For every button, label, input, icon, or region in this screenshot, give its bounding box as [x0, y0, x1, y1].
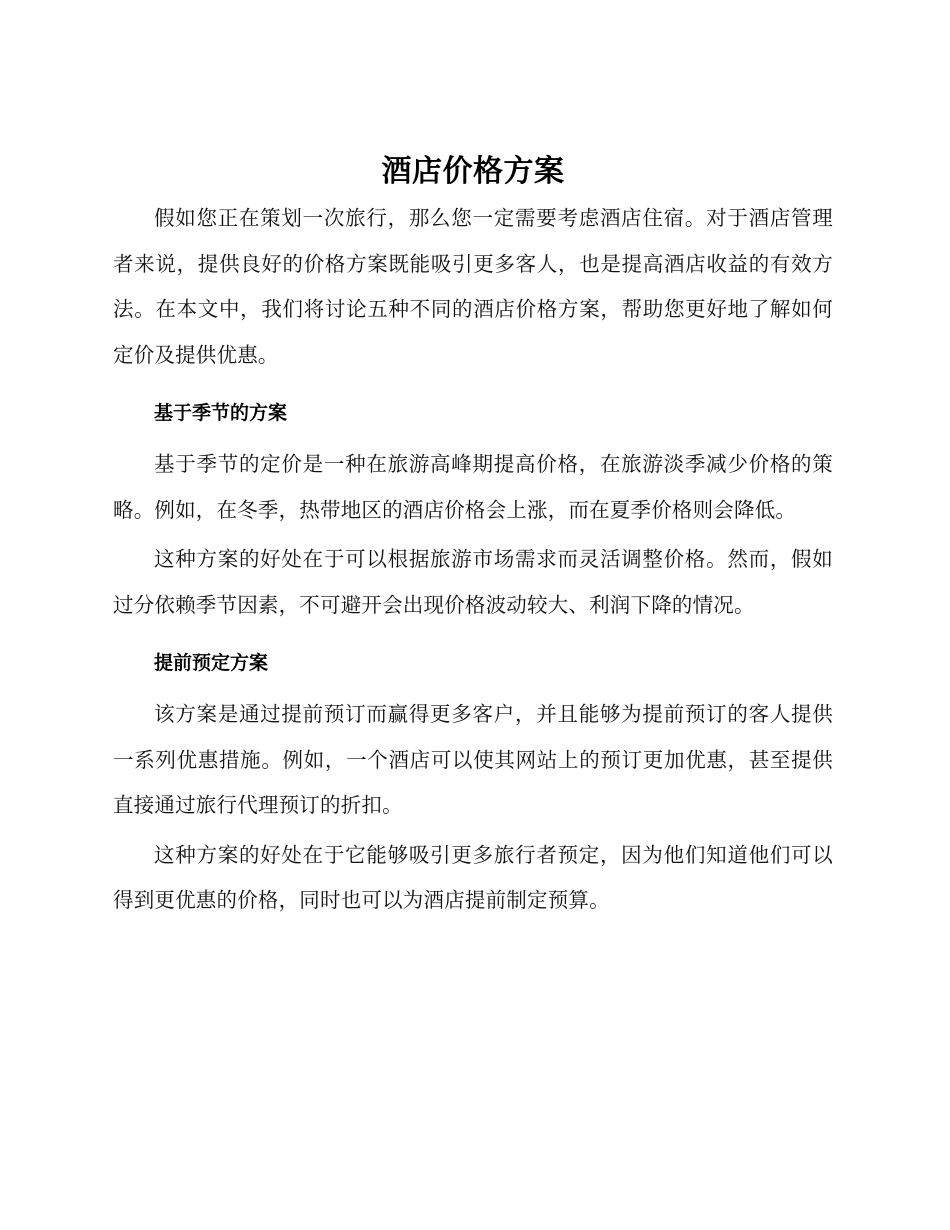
section-paragraph: 该方案是通过提前预订而赢得更多客户，并且能够为提前预订的客人提供一系列优惠措施。例如，一个酒店可以使其网站上的预订更加优惠，甚至提供直接通过旅行代理预订的折扣。 [113, 702, 833, 817]
document-page [113, 150, 833, 924]
intro-paragraph: 假如您正在策划一次旅行，那么您一定需要考虑酒店住宿。对于酒店管理者来说，提供良好的价格方案既能吸引更多客人，也是提高酒店收益的有效方法。在本文中，我们将讨论五种不同的酒店价格方案，帮助您更好地了解如何定价及提供优惠。 [113, 206, 833, 367]
section-paragraph: 基于季节的定价是一种在旅游高峰期提高价格，在旅游淡季减少价格的策略。例如，在冬季，热带地区的酒店价格会上涨，而在夏季价格则会降低。 [113, 452, 833, 522]
section-heading-seasonal: 基于季节的方案 [154, 402, 288, 424]
section-paragraph: 这种方案的好处在于它能够吸引更多旅行者预定，因为他们知道他们可以得到更优惠的价格，同时也可以为酒店提前制定预算。 [113, 842, 833, 912]
section-paragraph: 这种方案的好处在于可以根据旅游市场需求而灵活调整价格。然而，假如过分依赖季节因素，不可避开会出现价格波动较大、利润下降的情况。 [113, 547, 833, 617]
section-heading-advance-booking: 提前预定方案 [154, 652, 269, 674]
document-title: 酒店价格方案 [381, 154, 565, 189]
